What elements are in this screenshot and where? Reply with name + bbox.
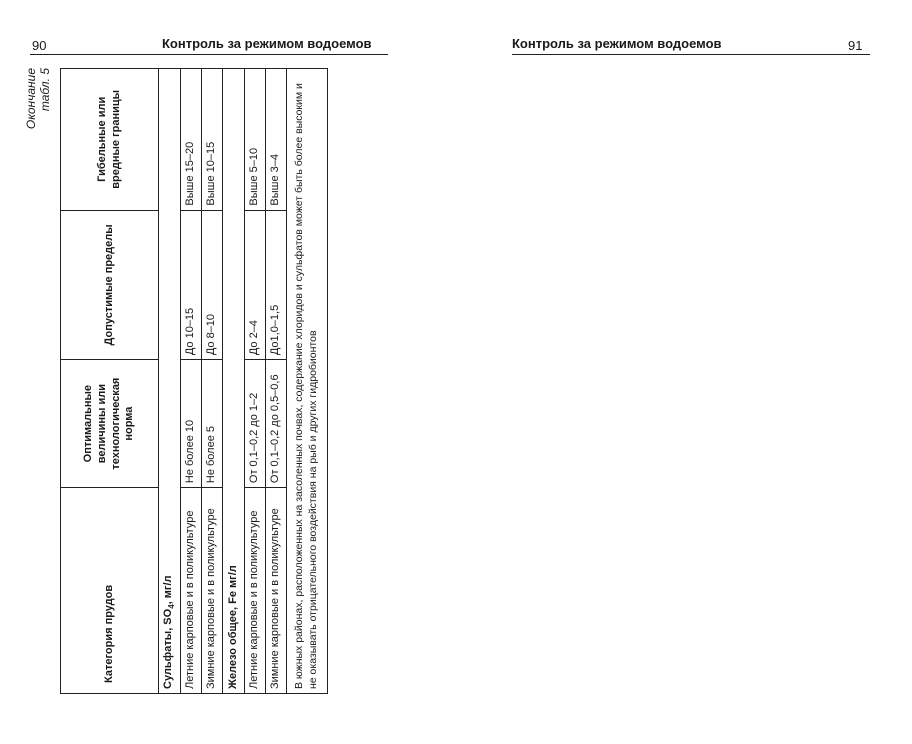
water-quality-table [60, 68, 328, 694]
table-cell: От 0,1–0,2 до 0,5–0,6 [266, 360, 287, 488]
table-cell: Не более 10 [181, 360, 202, 488]
table-row [245, 69, 266, 694]
table-cell: Выше 3–4 [266, 69, 287, 211]
table-cell: До 8–10 [202, 210, 223, 360]
header-rule [30, 54, 388, 55]
table-cell: Выше 15–20 [181, 69, 202, 211]
table-cell: Летние карповые и в поликультуре [245, 488, 266, 694]
table-caption: Окончание табл. 5 [24, 68, 52, 130]
section-title-sulfates: Сульфаты, $SO_4$, мг/л [159, 69, 181, 694]
column-header-allowed: Допустимые пределы [61, 210, 159, 360]
table-row [266, 69, 287, 694]
table-cell: От 0,1–0,2 до 1–2 [245, 360, 266, 488]
section-title-iron: Железо общее, Fe мг/л [223, 69, 245, 694]
header-rule [512, 54, 870, 55]
table-row [181, 69, 202, 694]
table-cell: До 10–15 [181, 210, 202, 360]
table-cell: Выше 10–15 [202, 69, 223, 211]
table-cell: Не более 5 [202, 360, 223, 488]
section-row [223, 69, 245, 694]
table-cell: Зимние карповые и в поликультуре [266, 488, 287, 694]
table-cell: Летние карповые и в поликультуре [181, 488, 202, 694]
table-cell: Зимние карповые и в поликультуре [202, 488, 223, 694]
column-header-lethal: Гибельные или вредные границы [61, 69, 159, 211]
page-number: 90 [32, 38, 47, 53]
table-cell: До 2–4 [245, 210, 266, 360]
section-row [159, 69, 181, 694]
table-row [202, 69, 223, 694]
column-header-optimal: Оптимальные величины или технологическая норма [61, 360, 159, 488]
column-header-category: Категория прудов [61, 488, 159, 694]
page-number: 91 [848, 38, 863, 53]
running-head: Контроль за режимом водоемов [512, 36, 722, 51]
table-cell: Выше 5–10 [245, 69, 266, 211]
table-footnote: В южных районах, расположенных на засоленных почвах, содержание хлоридов и сульфатов может быть более высоким и не оказывать отрицательного воздействия на рыб и других гидробионтов [287, 69, 328, 694]
table-cell: До1,0–1,5 [266, 210, 287, 360]
right-page [456, 0, 912, 744]
running-head: Контроль за режимом водоемов [162, 36, 372, 51]
rotated-table-block [24, 68, 360, 694]
table-header-row [61, 69, 159, 694]
note-row [287, 69, 328, 694]
